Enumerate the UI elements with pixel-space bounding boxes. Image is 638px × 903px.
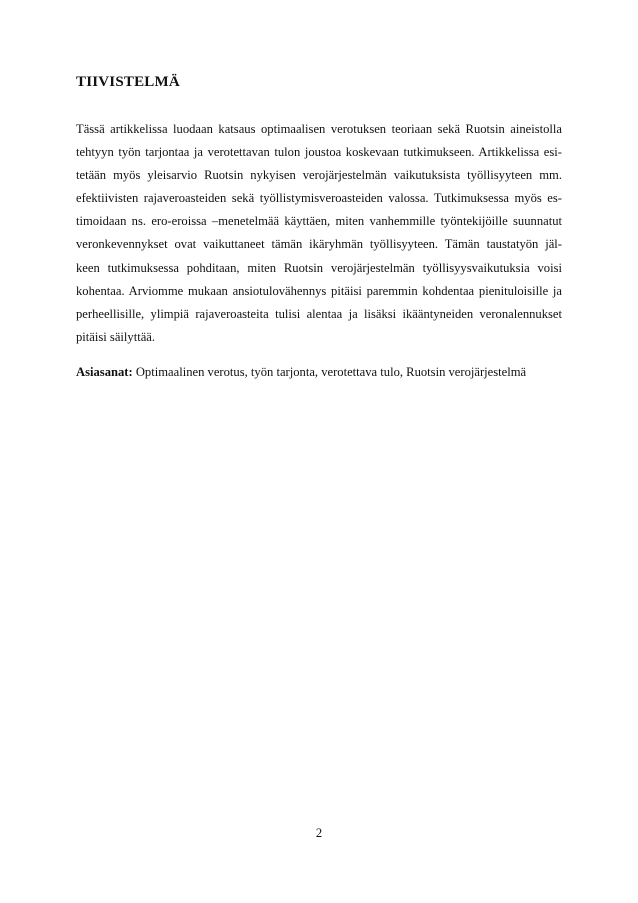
keywords-label: Asiasanat: — [76, 365, 133, 379]
abstract-line: keen tutkimuksessa pohditaan, miten Ruotsin verojärjestelmän työllisyysvaikutuksia voisi — [76, 260, 562, 275]
keywords — [76, 361, 562, 384]
abstract-line: efektiivisten rajaveroasteiden sekä työllistymisveroasteiden valossa. Tutkimuksessa myös es- — [76, 191, 562, 206]
abstract-line: timoidaan ns. ero-eroissa –menetelmää käyttäen, miten vanhemmille työntekijöille suunnatut — [76, 214, 562, 229]
abstract-line: tehtyyn työn tarjontaa ja verotettavan tulon joustoa koskevaan tutkimukseen. Artikkelissa esi- — [76, 145, 562, 160]
abstract-line: perheellisille, ylimpiä rajaveroasteita tulisi alentaa ja lisäksi ikääntyneiden veronalennukset — [76, 306, 562, 321]
abstract-line: veronkevennykset ovat vaikuttaneet tämän ikäryhmän työllisyyteen. Tämän taustatyön jäl- — [76, 237, 562, 252]
abstract-line: tetään myös yleisarvio Ruotsin nykyisen verojärjestelmän vaikutuksista työllisyyteen mm. — [76, 168, 562, 183]
abstract-body — [76, 118, 562, 349]
abstract-line: Tässä artikkelissa luodaan katsaus optimaalisen verotuksen teoriaan sekä Ruotsin aineistolla — [76, 122, 562, 136]
abstract-heading: TIIVISTELMÄ — [76, 74, 180, 90]
keywords-text: Optimaalinen verotus, työn tarjonta, verotettava tulo, Ruotsin verojärjestelmä — [132, 365, 527, 379]
abstract-line: pitäisi säilyttää. — [76, 329, 156, 344]
abstract-line: kohentaa. Arviomme mukaan ansiotulovähennys pitäisi paremmin kohdentaa pienituloisille ja — [76, 283, 562, 298]
page-number: 2 — [315, 826, 323, 840]
